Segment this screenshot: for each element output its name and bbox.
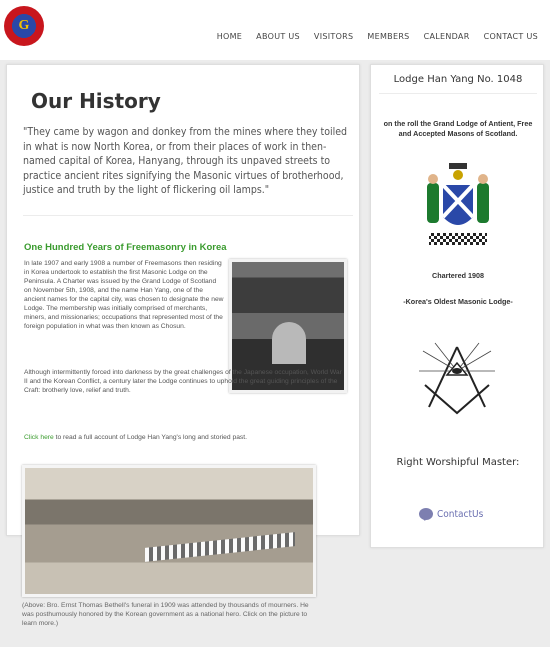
history-paragraph-2: Although intermittently forced into darkness by the great challenges of the Japanese occupation, World War II and the Korean Conflict, a century later the Lodge continues to uphold the great guiding principles of the Craft: brotherly love, relief and truth. — [24, 369, 342, 394]
sidebar-title: Lodge Han Yang No. 1048 — [393, 74, 523, 85]
history-link-paragraph — [24, 433, 344, 442]
funeral-photo[interactable] — [22, 465, 316, 597]
photo-caption: (Above: Bro. Ernst Thomas Bethell's funeral in 1909 was attended by thousands of mourners. He was posthumously honored by the Korean government as a national hero. Click on the picture to learn more.) — [22, 602, 309, 627]
sidebar-roll-text: on the roll the Grand Lodge of Antient, Free and Accepted Masons of Scotland. — [383, 119, 533, 138]
history-link-rest: to read a full account of Lodge Han Yang's long and storied past. — [53, 434, 247, 441]
history-link[interactable]: Click here — [24, 434, 54, 441]
square-and-compass-icon — [415, 341, 499, 421]
funeral-crowd — [145, 532, 295, 562]
sidebar-divider — [379, 93, 537, 94]
gate-arch — [272, 322, 306, 364]
coat-of-arms-icon — [419, 161, 497, 251]
history-paragraph-1: In late 1907 and early 1908 a number of Freemasons then residing in Korea undertook to establish the first Masonic Lodge on the Peninsula. A Charter was issued by the Grand Lodge of Scotland on November 5th, 1908, and the name Han Yang, one of the ancient names for the capital city, was chosen to designate the new Lodge. The membership was initially comprised of merchants, miners, and missionaries; occupations that represented most of the foreign population in what was then known as Chosun. — [24, 260, 224, 330]
nav-members[interactable]: MEMBERS — [367, 32, 410, 41]
nav-home[interactable]: HOME — [216, 32, 243, 41]
lodge-logo[interactable] — [4, 6, 44, 46]
divider — [23, 215, 353, 216]
nav-contact-us[interactable]: CONTACT US — [483, 32, 538, 41]
contact-us-button[interactable] — [419, 508, 483, 520]
section-subtitle: One Hundred Years of Freemasonry in Korea — [24, 242, 227, 253]
main-nav — [203, 32, 538, 41]
sidebar — [370, 64, 544, 548]
nav-about-us[interactable]: ABOUT US — [256, 32, 300, 41]
nav-calendar[interactable]: CALENDAR — [423, 32, 470, 41]
oldest-lodge-tagline: -Korea's Oldest Masonic Lodge- — [403, 297, 513, 306]
page-title: Our History — [31, 89, 161, 113]
logo-letter: G — [18, 18, 30, 33]
nav-visitors[interactable]: VISITORS — [313, 32, 354, 41]
worshipful-master-label: Right Worshipful Master: — [396, 457, 520, 468]
history-quote: "They came by wagon and donkey from the mines where they toiled in what is now North Korea, or from their places of work in then-named capital of Korea, Hanyang, through its unpaved streets to practice ancient rites signifying the Masonic virtues of brotherhood, justice and truth by the light of flickering oil lamps." — [23, 126, 348, 196]
chat-bubble-icon — [419, 508, 433, 520]
site-header — [0, 0, 550, 60]
contact-us-label: ContactUs — [437, 508, 484, 520]
chartered-year: Chartered 1908 — [432, 271, 484, 280]
